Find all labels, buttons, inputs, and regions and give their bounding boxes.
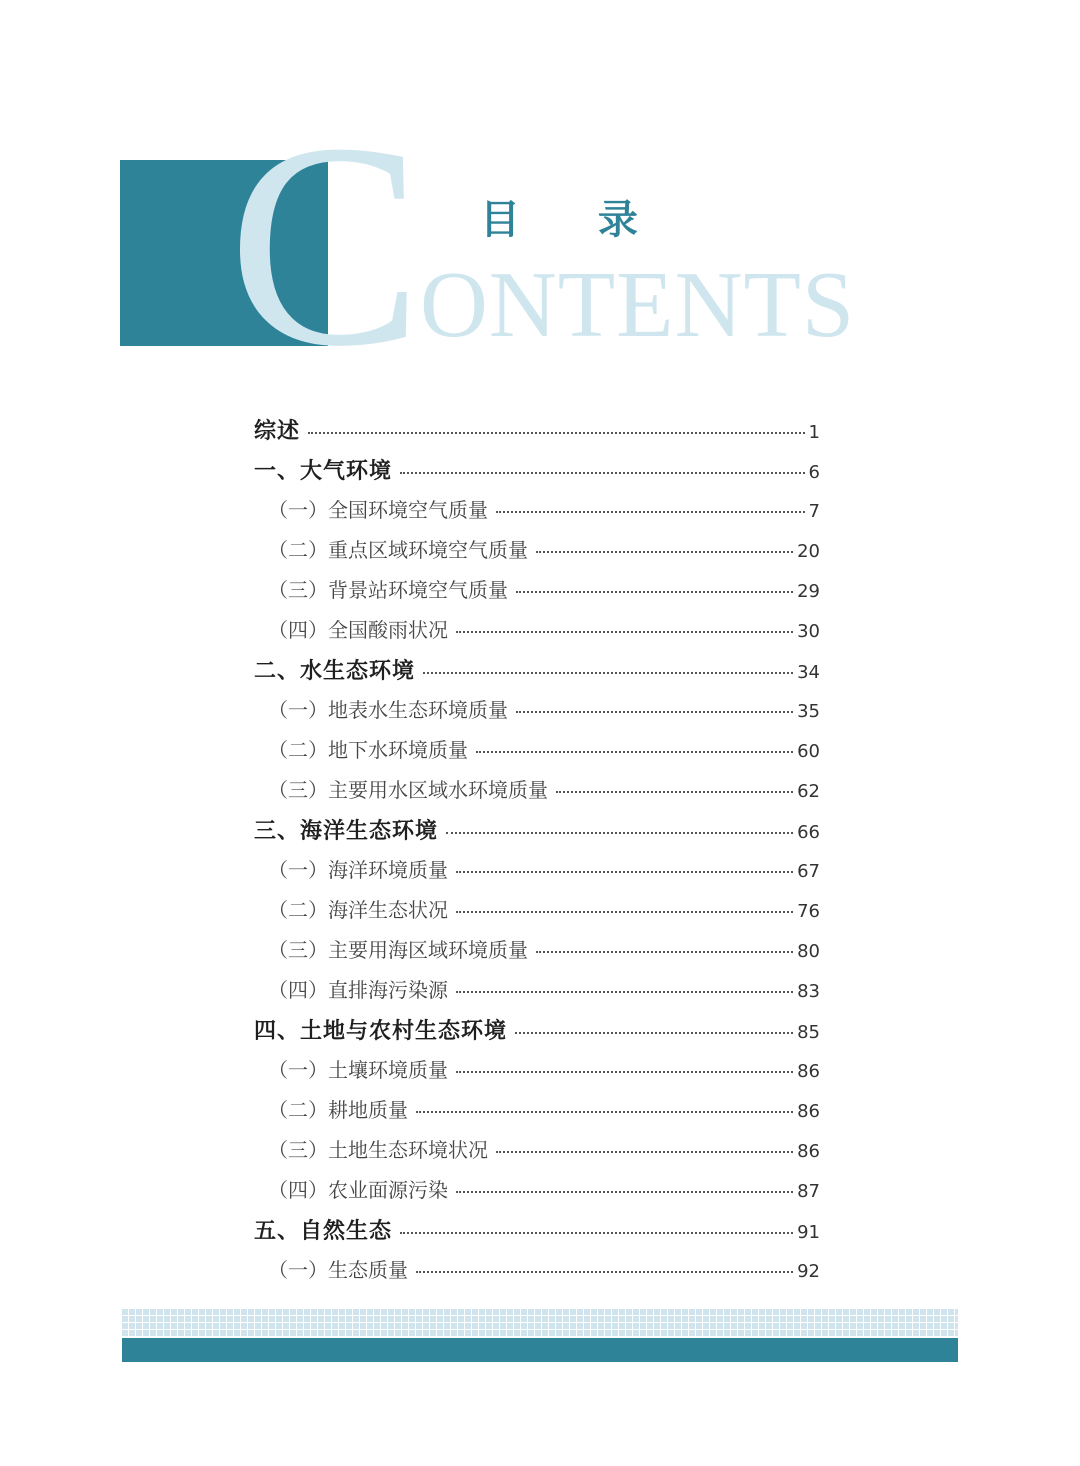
toc-entry-label: （一）海洋环境质量	[268, 858, 448, 882]
toc-subentry[interactable]	[254, 1054, 820, 1094]
toc-entry-label: （四）直排海污染源	[268, 978, 448, 1002]
toc-entry-label: 四、土地与农村生态环境	[254, 1019, 508, 1044]
toc-entry-page: 83	[797, 981, 820, 1002]
toc-dot-leader	[496, 1151, 793, 1153]
toc-dot-leader	[536, 551, 793, 553]
toc-entry-page: 92	[797, 1261, 820, 1282]
toc-subentry[interactable]	[254, 1094, 820, 1134]
toc-entry-page: 60	[797, 741, 820, 762]
toc-subentry[interactable]	[254, 734, 820, 774]
toc-dot-leader	[423, 672, 793, 674]
toc-entry-label: 三、海洋生态环境	[254, 819, 439, 844]
toc-entry-page: 6	[808, 462, 820, 483]
toc-entry-label: （四）全国酸雨状况	[268, 618, 448, 642]
toc-entry-page: 86	[797, 1101, 820, 1122]
toc-entry-label: （二）重点区域环境空气质量	[268, 538, 528, 562]
toc-entry-page: 34	[797, 662, 820, 683]
toc-dot-leader	[496, 511, 805, 513]
toc-entry-page: 1	[808, 422, 820, 443]
toc-dot-leader	[446, 832, 793, 834]
toc-dot-leader	[516, 711, 793, 713]
toc-entry-page: 86	[797, 1141, 820, 1162]
toc-entry-page: 29	[797, 581, 820, 602]
toc-entry-page: 80	[797, 941, 820, 962]
toc-dot-leader	[416, 1111, 793, 1113]
contents-english-title: ONTENTS	[420, 253, 856, 357]
toc-entry-label: （一）地表水生态环境质量	[268, 698, 508, 722]
toc-entry-label: （一）生态质量	[268, 1258, 408, 1282]
toc-dot-leader	[476, 751, 793, 753]
toc-dot-leader	[416, 1271, 793, 1273]
toc-subentry[interactable]	[254, 694, 820, 734]
toc-dot-leader	[456, 871, 793, 873]
toc-dot-leader	[515, 1032, 793, 1034]
toc-entry-page: 67	[797, 861, 820, 882]
toc-entry-page: 20	[797, 541, 820, 562]
toc-entry-label: （四）农业面源污染	[268, 1178, 448, 1202]
toc-dot-leader	[456, 1191, 793, 1193]
toc-dot-leader	[456, 991, 793, 993]
toc-subentry[interactable]	[254, 854, 820, 894]
toc-entry-label: 一、大气环境	[254, 459, 393, 484]
toc-subentry[interactable]	[254, 1134, 820, 1174]
toc-dot-leader	[516, 591, 793, 593]
toc-entry-page: 85	[797, 1022, 820, 1043]
page-title: 目 录	[480, 196, 670, 243]
toc-entry-label: （一）全国环境空气质量	[268, 498, 488, 522]
toc-entry-page: 62	[797, 781, 820, 802]
toc-entry-page: 35	[797, 701, 820, 722]
toc-subentry[interactable]	[254, 534, 820, 574]
toc-entry-label: （二）地下水环境质量	[268, 738, 468, 762]
toc-entry[interactable]	[254, 1214, 820, 1254]
toc-dot-leader	[456, 911, 793, 913]
toc-subentry[interactable]	[254, 494, 820, 534]
toc-entry-label: （二）耕地质量	[268, 1098, 408, 1122]
contents-big-letter: C	[228, 84, 423, 407]
toc-subentry[interactable]	[254, 894, 820, 934]
toc-entry-label: （三）背景站环境空气质量	[268, 578, 508, 602]
toc-entry-label: （三）主要用水区域水环境质量	[268, 778, 548, 802]
toc-dot-leader	[456, 631, 793, 633]
toc-dot-leader	[400, 472, 805, 474]
toc-entry[interactable]	[254, 814, 820, 854]
toc-entry-label: （一）土壤环境质量	[268, 1058, 448, 1082]
toc-dot-leader	[400, 1232, 793, 1234]
toc-entry-label: （二）海洋生态状况	[268, 898, 448, 922]
toc-subentry[interactable]	[254, 974, 820, 1014]
toc-entry[interactable]	[254, 454, 820, 494]
toc-entry[interactable]	[254, 1014, 820, 1054]
toc-entry-label: 二、水生态环境	[254, 659, 416, 684]
toc-entry[interactable]	[254, 414, 820, 454]
toc-entry-label: 五、自然生态	[254, 1219, 393, 1244]
toc-subentry[interactable]	[254, 1174, 820, 1214]
toc-entry-page: 30	[797, 621, 820, 642]
toc-subentry[interactable]	[254, 774, 820, 814]
toc-subentry[interactable]	[254, 614, 820, 654]
table-of-contents	[254, 414, 820, 1294]
toc-subentry[interactable]	[254, 1254, 820, 1294]
toc-entry[interactable]	[254, 654, 820, 694]
toc-entry-page: 91	[797, 1222, 820, 1243]
footer-grid-pattern	[122, 1308, 958, 1336]
toc-dot-leader	[536, 951, 793, 953]
toc-entry-label: （三）土地生态环境状况	[268, 1138, 488, 1162]
toc-dot-leader	[556, 791, 793, 793]
toc-subentry[interactable]	[254, 934, 820, 974]
toc-entry-label: 综述	[254, 419, 301, 444]
toc-entry-page: 66	[797, 822, 820, 843]
toc-dot-leader	[308, 432, 805, 434]
toc-dot-leader	[456, 1071, 793, 1073]
toc-entry-page: 7	[808, 501, 820, 522]
toc-subentry[interactable]	[254, 574, 820, 614]
toc-entry-page: 86	[797, 1061, 820, 1082]
toc-entry-label: （三）主要用海区域环境质量	[268, 938, 528, 962]
footer-bar	[122, 1338, 958, 1362]
toc-entry-page: 87	[797, 1181, 820, 1202]
toc-entry-page: 76	[797, 901, 820, 922]
